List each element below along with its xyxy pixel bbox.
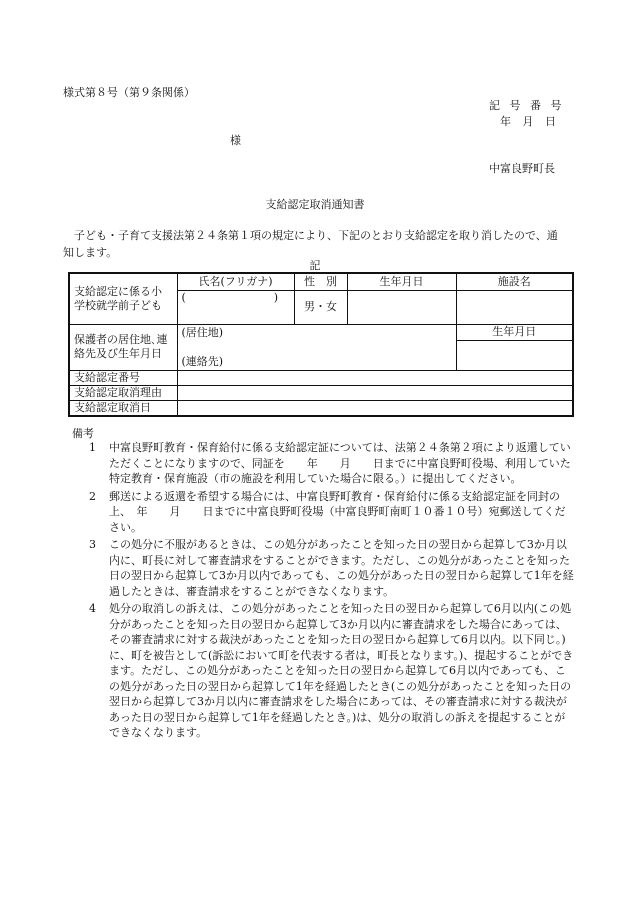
note-item — [85, 601, 575, 741]
residence-label: (居住地) — [181, 325, 224, 339]
issuer-name: 中富良野町長 — [489, 162, 555, 175]
recipient-honorific: 様 — [230, 134, 241, 147]
contact-label: (連絡先) — [181, 354, 224, 368]
name-header: 氏名(フリガナ) — [177, 273, 294, 290]
note-item — [85, 489, 575, 536]
note-number: 1 — [89, 441, 96, 454]
cancel-reason-cell[interactable] — [177, 385, 573, 400]
facility-header: 施設名 — [456, 273, 573, 290]
intro-paragraph: 子ども・子育て支援法第２４条第１項の規定により、下記のとおり支給認定を取り消したので、通知します。 — [63, 229, 558, 259]
child-label: 支給認定に係る小学校就学前子ども — [69, 273, 177, 324]
note-text: 処分の取消しの訴えは、この処分があったことを知った日の翌日から起算して6月以内(この処分があったことを知った日の翌日から起算して3か月以内に審査請求をした場合にあっては、その審査請求に対する裁決があったことを知った日の翌日から起算して6月以内。以下同じ。)に、町を被告として(訴訟において町を代表する者は，町長となります。)、提起することができます。ただし、この処分があったことを知った日の翌日から起算して6月以内であっても、この処分があった日の翌日から起算して1年を経過したとき(この処分があったことを知った日の翌日から起算して3か月以内に審査請求をした場合にあっては、その審査請求に対する裁決があった日の翌日から起算して1年を経過したとき。)は、処分の取消しの訴えを提起することができなくなります。 — [109, 602, 574, 739]
cert-number-label: 支給認定番号 — [69, 370, 177, 385]
note-item — [85, 440, 575, 487]
document-date-label: 年 月 日 — [500, 115, 556, 128]
guardian-address-cell[interactable] — [177, 324, 456, 370]
certification-table — [68, 272, 574, 417]
birthdate-header: 生年月日 — [347, 273, 456, 290]
guardian-birthdate-cell[interactable] — [456, 340, 573, 370]
note-text: 中富良野町教育・保育給付に係る支給認定証については、法第２４条第２項により返還していただくことになりますので、同証を 年 月 日までに中富良野町役場、利用していた特定教育・保育施設（市の施設を利用していた場合に限る。）に提出してください。 — [109, 441, 571, 485]
guardian-birthdate-header: 生年月日 — [456, 324, 573, 340]
cancel-reason-label: 支給認定取消理由 — [69, 385, 177, 400]
note-number: 3 — [89, 538, 96, 551]
facility-cell[interactable] — [456, 290, 573, 324]
note-number: 2 — [89, 489, 96, 503]
document-title: 支給認定取消通知書 — [265, 198, 365, 211]
cancel-date-label: 支給認定取消日 — [69, 400, 177, 416]
notes-list — [85, 440, 575, 743]
cancel-date-cell[interactable] — [177, 400, 573, 416]
ki-marker: 記 — [309, 259, 321, 272]
name-parentheses: ( ) — [181, 290, 279, 304]
sex-header: 性 別 — [294, 273, 347, 290]
document-number-label: 記 号 番 号 — [489, 99, 565, 112]
note-text: この処分に不服があるときは、この処分があったことを知った日の翌日から起算して3か月以内に、町長に対して審査請求をすることができます。ただし、この処分があったことを知った日の翌日から起算して3か月以内であっても、この処分があった日の翌日から起算して1年を経過したときは、審査請求をすることができなくなります。 — [109, 538, 574, 598]
note-number: 4 — [89, 602, 96, 615]
note-item — [85, 537, 575, 599]
birthdate-cell[interactable] — [347, 290, 456, 324]
note-text: 郵送による返還を希望する場合には、中富良野町教育・保育給付に係る支給認定証を同封の上、 年 月 日までに中富良野町役場（中富良野町南町１０番１０号）宛郵送してください。 — [109, 489, 566, 534]
cert-number-cell[interactable] — [177, 370, 573, 385]
sex-cell[interactable]: 男・女 — [294, 290, 347, 324]
child-name-cell[interactable] — [177, 290, 294, 324]
guardian-label: 保護者の居住地､連絡先及び生年月日 — [69, 324, 177, 370]
notes-heading: 備考 — [72, 427, 94, 440]
form-number: 様式第８号（第９条関係） — [63, 86, 195, 99]
